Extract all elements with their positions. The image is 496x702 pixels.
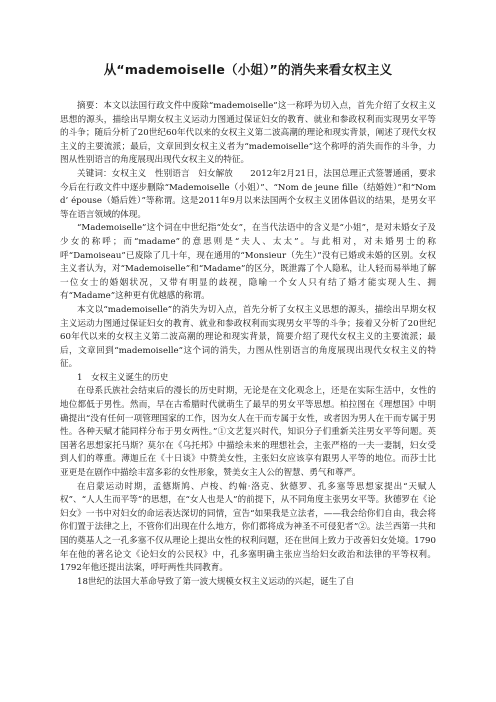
paper-title: 从“mademoiselle（小姐）”的消失来看女权主义 [103,62,393,77]
keywords-paragraph: 关键词：女权主义 性别语言 妇女解放 2012年2月21日，法国总理正式签署通函，要求今后在行政文件中逐步删除“Mademoiselle（小姐）”、“Nom de jeune fille（结婚姓）”和“Nom d’ épouse（婚后姓）”等称谓。这是2011年9月以来法国两个女权主义团体倡议的结果，是男女平等在语言领域的体现。 [60,168,436,220]
section-heading-1: 1 女权主义诞生的历史 [77,372,169,383]
body-paragraph-1: “Mademoiselle”这个词在中世纪指“处女”，在当代法语中的含义是“小姐”，是对未婚女子及少女的称呼；而“madame”的意思则是“夫人、太太”。与此相对，对未婚男士的称呼“Damoiseau”已废除了几十年，现在通用的“Monsieur（先生）”没有已婚或未婚的区别。女权主义者认为，对“Mademoiselle”和“Madame”的区分，既泄露了个人隐私，让人轻而易举地了解一位女士的婚姻状况，又带有明显的歧视，隐喻一个女人只有结了婚才能实现人生、拥有“Madame”这种更有优越感的称谓。 [60,223,436,302]
body-paragraph-2: 本文以“mademoiselle”的消失为切入点，首先分析了女权主义思想的源头，描绘出早期女权主义运动力图通过保证妇女的教育、就业和参政权利而实现男女平等的斗争；接着又分析了20世纪60年代以来的女权主义第二波高潮的理论和现实背景，简要介绍了现代女权主义的主要流派；最后，文章回到“mademoiselle”这个词的消失，力图从性别语言的角度展现出现代女权主义的特征。 [60,304,436,370]
body-paragraph-4: 在启蒙运动时期，孟德斯鸠、卢梭、约翰·洛克、狄德罗、孔多塞等思想家提出“天赋人权”、“人人生而平等”的思想，在“女人也是人”的前提下，从不同角度主张男女平等。狄德罗在《论妇女》一书中对妇女的命运表达深切的同情，宣告“如果我是立法者，——我会给你们自由，我会将你们置于法律之上，不管你们出现在什么地方，你们都将成为神圣不可侵犯者”②。法兰西第一共和国的奠基人之一孔多塞不仅从理论上提出女性的权利问题，还在世间上致力于改善妇女处境。1790年在他的著名论文《论妇女的公民权》中，孔多塞明确主张应当给妇女政治和法律的平等权利。1792年他还提出法案，呼吁两性共同教育。 [60,481,436,574]
body-paragraph-3: 在母系氏族社会结束后的漫长的历史时期，无论是在文化观念上，还是在实际生活中，女性的地位都低于男性。然而，早在古希腊时代就萌生了最早的男女平等思想。柏拉图在《理想国》中明确提出“没有任何一项管理国家的工作，因为女人在干而专属于女性，或者因为男人在干而专属于男性。各种天赋才能同样分布于男女两性。”①文艺复兴时代，知识分子们重新关注男女平等问题。英国著名思想家托马斯？莫尔在《乌托邦》中描绘未来的理想社会，主张严格的一夫一妻制，妇女受到人们的尊重。薄迦丘在《十日谈》中赞美女性，主张妇女应该享有跟男人平等的地位。而莎士比亚更是在剧作中描绘丰富多彩的女性形象，赞美女主人公的智慧、勇气和尊严。 [60,386,436,479]
abstract-paragraph: 摘要：本文以法国行政文件中废除“mademoiselle”这一称呼为切入点，首先介绍了女权主义思想的源头，描绘出早期女权主义运动力图通过保证妇女的教育、就业和参政权利而实现男女平等的斗争；随后分析了20世纪60年代以来的女权主义第二波高潮的理论和现实背景，阐述了现代女权主义的主要流派；最后，文章回到女权主义者为“mademoiselle”这个称呼的消失而作的斗争，力图从性别语言的角度展现出现代女权主义的特征。 [60,101,436,166]
body-paragraph-5: 18世纪的法国大革命导致了第一波大规模女权主义运动的兴起，诞生了自 [77,576,355,587]
